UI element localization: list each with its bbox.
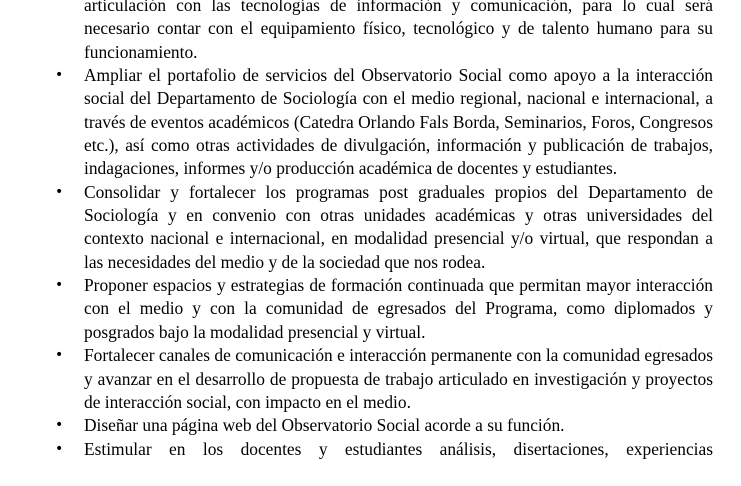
list-item-formacion-continuada bbox=[55, 274, 713, 344]
paragraph-text: Fortalecer canales de comunicación e interacción permanente con la comunidad egresados y avanzar en el desarrollo de propuesta de trabajo articulado en investigación y proyectos de interacción social, con impacto en el medio. bbox=[84, 345, 713, 412]
paragraph-text: articulación con las tecnologías de información y comunicación, para lo cual será necesario contar con el equipamiento físico, tecnológico y de talento humano para su funcionamiento. bbox=[84, 0, 713, 62]
paragraph-text: Proponer espacios y estrategias de formación continuada que permitan mayor interacción con el medio y con la comunidad de egresados del Programa, como diplomados y posgrados bajo la modalidad presencial y virtual. bbox=[84, 275, 713, 342]
paragraph-text: Diseñar una página web del Observatorio Social acorde a su función. bbox=[84, 415, 565, 436]
paragraph-text: Ampliar el portafolio de servicios del Observatorio Social como apoyo a la interacción social del Departamento de Sociología con el medio regional, nacional e internacional, a través de eventos académicos (Catedra Orlando Fals Borda, Seminarios, Foros, Congresos etc.), así como otras actividades de divulgación, información y publicación de trabajos, indagaciones, informes y/o producción académica de docentes y estudiantes. bbox=[84, 65, 713, 179]
list-item-programas-posgrado bbox=[55, 181, 713, 274]
list-item-estimular-docentes bbox=[55, 438, 713, 461]
bullet-icon: • bbox=[55, 440, 64, 457]
list-item-pagina-web bbox=[55, 414, 713, 437]
bullet-icon: • bbox=[55, 417, 64, 434]
list-item-observatorio-portafolio bbox=[55, 64, 713, 181]
paragraph-text: Consolidar y fortalecer los programas post graduales propios del Departamento de Sociología y en convenio con otras unidades académicas y otras universidades del contexto nacional e internacional, en modalidad presencial y/o virtual, que respondan a las necesidades del medio y de la sociedad que nos rodea. bbox=[84, 181, 713, 272]
bullet-icon: • bbox=[55, 67, 64, 84]
bullet-icon: • bbox=[55, 277, 64, 294]
objectives-bullet-list bbox=[55, 0, 713, 461]
bullet-icon: • bbox=[55, 183, 64, 200]
list-item-continuation bbox=[84, 0, 713, 64]
list-item-canales-egresados bbox=[55, 344, 713, 414]
paragraph-text: Estimular en los docentes y estudiantes análisis, disertaciones, experiencias bbox=[84, 438, 713, 459]
bullet-icon: • bbox=[55, 347, 64, 364]
